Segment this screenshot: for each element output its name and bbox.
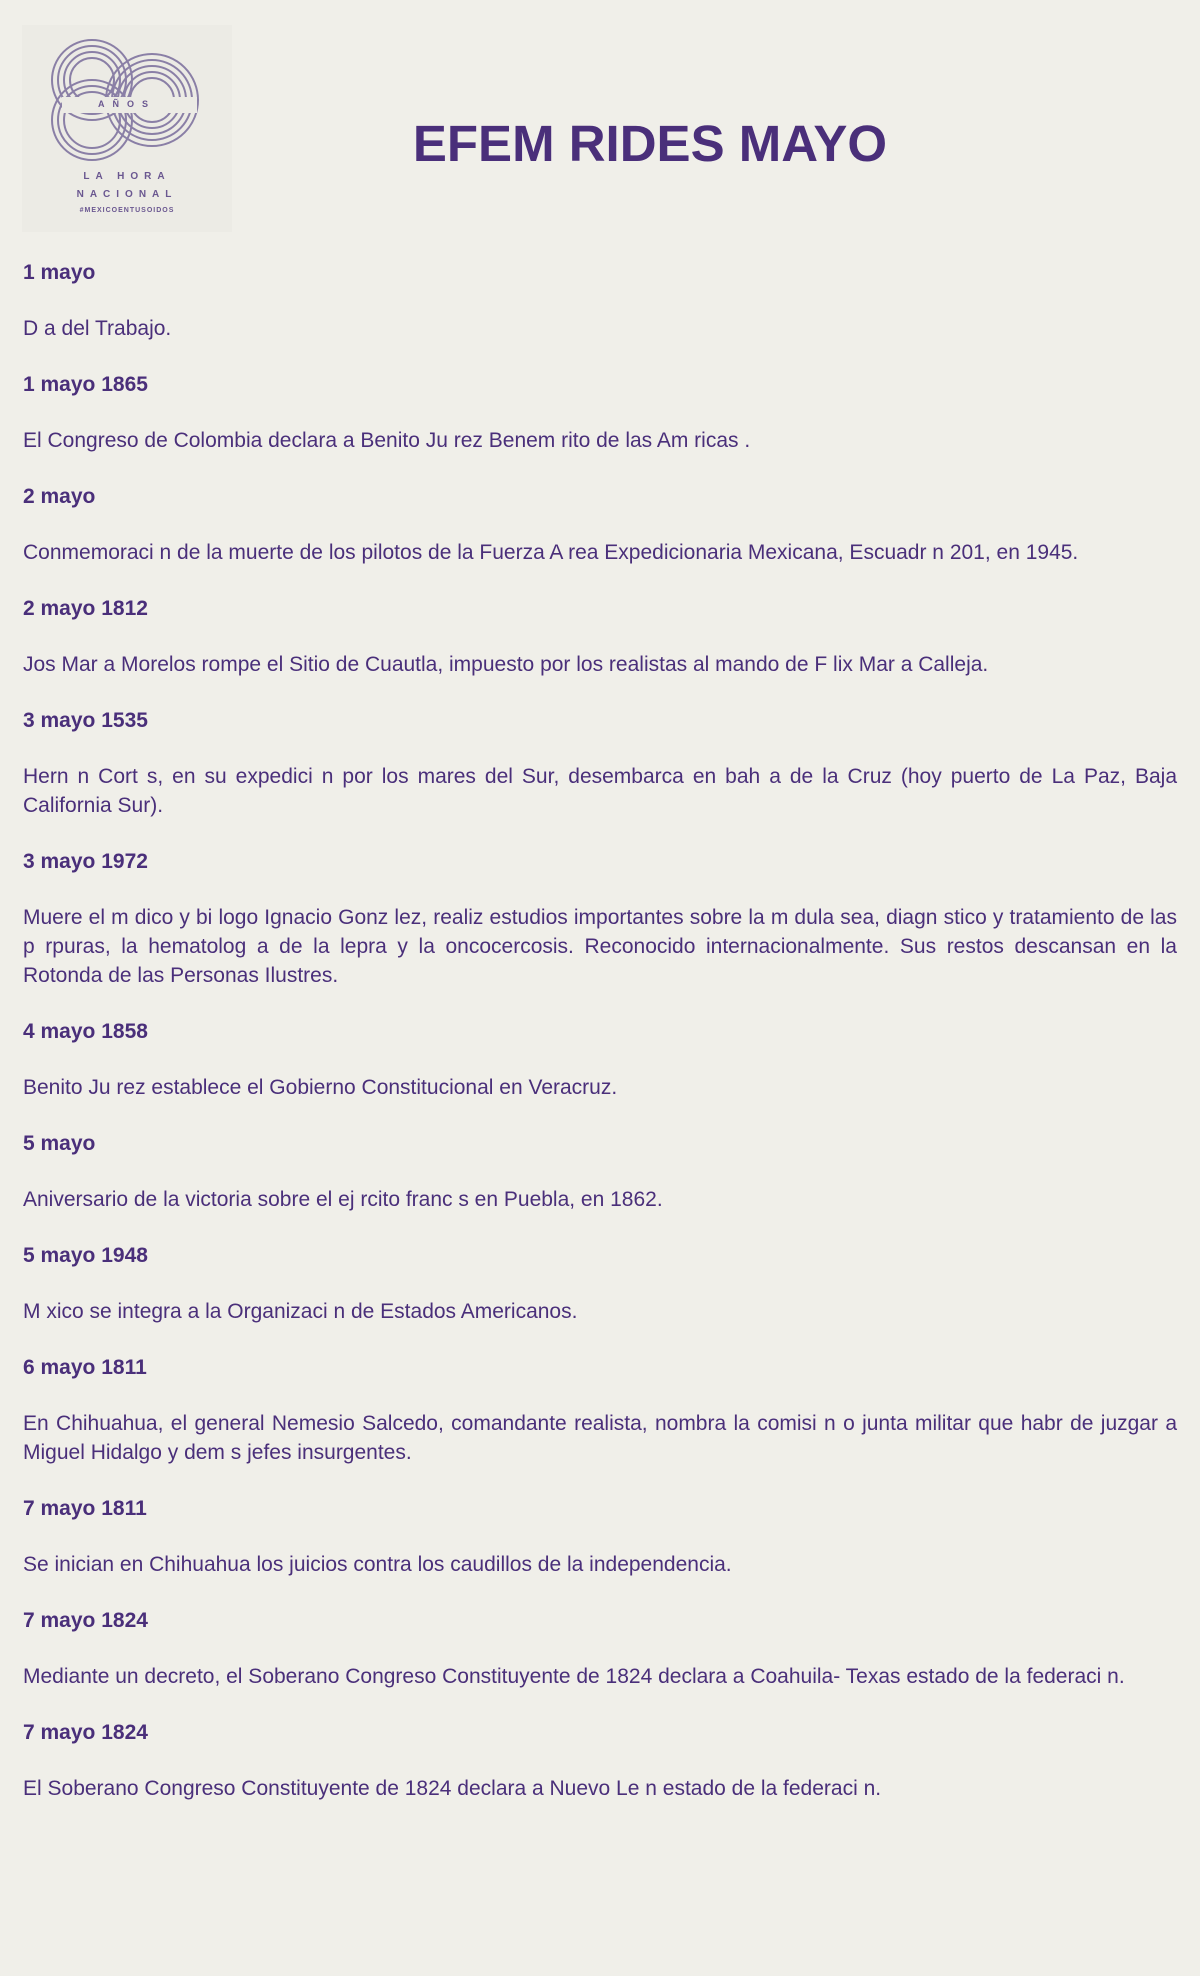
- entry-date: 3 mayo 1972: [23, 850, 148, 873]
- entry-date: 4 mayo 1858: [23, 1020, 148, 1043]
- entry-date: 2 mayo 1812: [23, 597, 148, 620]
- list-item: [23, 482, 1177, 567]
- entry-text: Muere el m dico y bi logo Ignacio Gonz lez, realiz estudios importantes sobre la m dula sea, diagn stico y tratamiento de las p rpuras, la hematolog a de la lepra y la oncocercosis. Reconocido internacionalmente. Sus restos descansan en la Rotonda de las Personas Ilustres.: [23, 906, 1177, 987]
- entry-text: Se inician en Chihuahua los juicios contra los caudillos de la independencia.: [23, 1553, 732, 1576]
- list-item: [23, 1241, 1177, 1326]
- entry-text: En Chihuahua, el general Nemesio Salcedo, comandante realista, nombra la comisi n o junta militar que habr de juzgar a Miguel Hidalgo y dem s jefes insurgentes.: [23, 1412, 1177, 1464]
- entry-date: 7 mayo 1824: [23, 1721, 148, 1744]
- entry-text: Hern n Cort s, en su expedici n por los mares del Sur, desembarca en bah a de la Cruz (hoy puerto de La Paz, Baja California Sur).: [23, 765, 1177, 817]
- logo-text-line2: NACIONAL: [76, 189, 178, 200]
- entry-text: El Congreso de Colombia declara a Benito Ju rez Benem rito de las Am ricas .: [23, 429, 751, 452]
- efemerides-list: [23, 258, 1177, 1830]
- hora-nacional-logo: [22, 25, 232, 232]
- entry-date: 6 mayo 1811: [23, 1356, 147, 1379]
- list-item: [23, 1129, 1177, 1214]
- entry-text: Benito Ju rez establece el Gobierno Constitucional en Veracruz.: [23, 1076, 618, 1099]
- logo-80-graphic: [22, 25, 232, 232]
- list-item: [23, 1718, 1177, 1803]
- list-item: [23, 706, 1177, 820]
- list-item: [23, 1353, 1177, 1467]
- page-title: EFEM RIDES MAYO: [412, 115, 888, 172]
- entry-date: 5 mayo 1948: [23, 1244, 148, 1267]
- list-item: [23, 594, 1177, 679]
- entry-text: Conmemoraci n de la muerte de los pilotos de la Fuerza A rea Expedicionaria Mexicana, Escuadr n 201, en 1945.: [23, 541, 1079, 564]
- logo-hashtag: #MEXICOENTUSOIDOS: [79, 207, 175, 214]
- entry-text: Jos Mar a Morelos rompe el Sitio de Cuautla, impuesto por los realistas al mando de F lix Mar a Calleja.: [23, 653, 989, 676]
- entry-date: 7 mayo 1824: [23, 1609, 148, 1632]
- list-item: [23, 1017, 1177, 1102]
- entry-date: 1 mayo 1865: [23, 373, 148, 396]
- entry-text: M xico se integra a la Organizaci n de Estados Americanos.: [23, 1300, 578, 1323]
- entry-date: 5 mayo: [23, 1132, 96, 1155]
- entry-text: Mediante un decreto, el Soberano Congreso Constituyente de 1824 declara a Coahuila- Texas estado de la federaci n.: [23, 1665, 1125, 1688]
- list-item: [23, 1494, 1177, 1579]
- list-item: [23, 847, 1177, 990]
- entry-date: 3 mayo 1535: [23, 709, 148, 732]
- list-item: [23, 1606, 1177, 1691]
- entry-text: Aniversario de la victoria sobre el ej rcito franc s en Puebla, en 1862.: [23, 1188, 663, 1211]
- logo-anos-text: AÑOS: [97, 99, 156, 109]
- entry-text: D a del Trabajo.: [23, 317, 172, 340]
- list-item: [23, 258, 1177, 343]
- entry-date: 7 mayo 1811: [23, 1497, 147, 1520]
- entry-text: El Soberano Congreso Constituyente de 1824 declara a Nuevo Le n estado de la federaci n.: [23, 1777, 882, 1800]
- list-item: [23, 370, 1177, 455]
- entry-date: 2 mayo: [23, 485, 96, 508]
- entry-date: 1 mayo: [23, 261, 96, 284]
- logo-text-line1: LA HORA: [83, 171, 171, 182]
